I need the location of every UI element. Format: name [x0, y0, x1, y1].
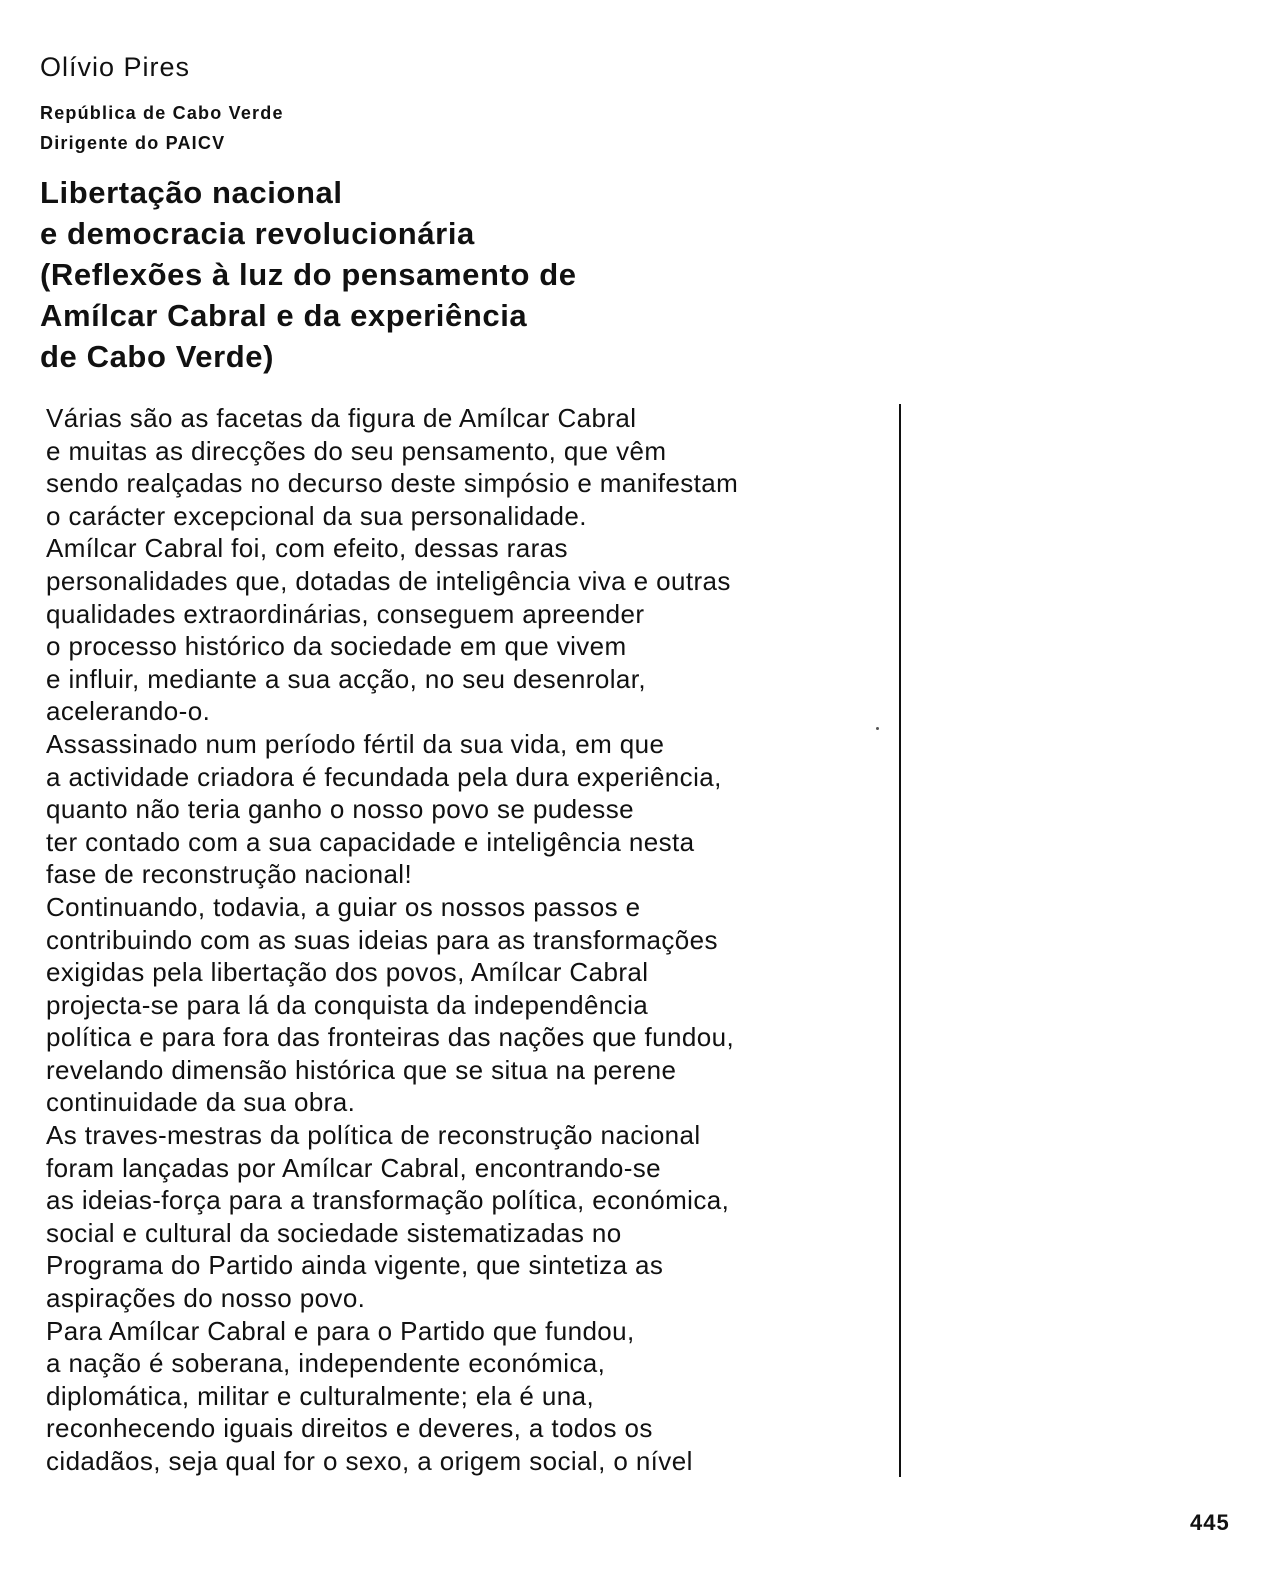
- title-line: (Reflexões à luz do pensamento de: [40, 257, 577, 292]
- body-line: cidadãos, seja qual for o sexo, a origem social, o nível: [46, 1446, 693, 1476]
- body-line: Assassinado num período fértil da sua vida, em que: [46, 728, 665, 759]
- body-line: o carácter excepcional da sua personalidade.: [46, 500, 587, 531]
- body-line: As traves-mestras da política de reconstrução nacional: [46, 1120, 701, 1151]
- body-line: e muitas as direcções do seu pensamento, que vêm: [46, 435, 667, 466]
- body-line: a actividade criadora é fecundada pela dura experiência,: [46, 761, 722, 792]
- body-line: Várias são as facetas da figura de Amílcar Cabral: [46, 403, 637, 433]
- margin-rule: [899, 404, 901, 1477]
- body-line: personalidades que, dotadas de inteligência viva e outras: [46, 565, 731, 596]
- article-body: [46, 402, 891, 1478]
- body-line: Amílcar Cabral foi, com efeito, dessas raras: [46, 533, 568, 564]
- title-line: de Cabo Verde): [40, 339, 275, 374]
- body-line: Para Amílcar Cabral e para o Partido que fundou,: [46, 1315, 635, 1346]
- body-line: acelerando-o.: [46, 696, 211, 727]
- title-line: Amílcar Cabral e da experiência: [40, 298, 528, 333]
- page-number: 445: [1190, 1510, 1230, 1535]
- body-line: projecta-se para lá da conquista da independência: [46, 989, 649, 1020]
- scan-speck: [876, 727, 879, 730]
- body-line: foram lançadas por Amílcar Cabral, encontrando-se: [46, 1152, 662, 1183]
- body-line: ter contado com a sua capacidade e inteligência nesta: [46, 826, 695, 857]
- body-line: diplomática, militar e culturalmente; ela é una,: [46, 1380, 595, 1411]
- title-line: Libertação nacional: [40, 175, 343, 210]
- body-line: fase de reconstrução nacional!: [46, 859, 413, 890]
- body-line: sendo realçadas no decurso deste simpósio e manifestam: [46, 468, 739, 499]
- body-line: exigidas pela libertação dos povos, Amílcar Cabral: [46, 957, 649, 988]
- body-line: aspirações do nosso povo.: [46, 1283, 366, 1314]
- body-line: o processo histórico da sociedade em que vivem: [46, 631, 627, 662]
- body-line: as ideias-força para a transformação política, económica,: [46, 1185, 730, 1216]
- body-line: revelando dimensão histórica que se situa na perene: [46, 1054, 677, 1085]
- affiliation-line: Dirigente do PAICV: [40, 133, 226, 153]
- body-line: a nação é soberana, independente económica,: [46, 1348, 606, 1379]
- article-title: [40, 172, 577, 377]
- affiliation-line: República de Cabo Verde: [40, 103, 284, 123]
- body-line: Programa do Partido ainda vigente, que sintetiza as: [46, 1250, 664, 1281]
- body-line: reconhecendo iguais direitos e deveres, a todos os: [46, 1413, 653, 1444]
- body-line: contribuindo com as suas ideias para as transformações: [46, 924, 718, 955]
- body-line: Continuando, todavia, a guiar os nossos passos e: [46, 891, 641, 922]
- author-name: Olívio Pires: [40, 52, 191, 82]
- author-affiliation: [40, 98, 284, 158]
- title-line: e democracia revolucionária: [40, 216, 475, 251]
- body-line: quanto não teria ganho o nosso povo se pudesse: [46, 794, 634, 825]
- body-line: social e cultural da sociedade sistematizadas no: [46, 1217, 622, 1248]
- body-line: política e para fora das fronteiras das nações que fundou,: [46, 1022, 735, 1053]
- body-line: e influir, mediante a sua acção, no seu desenrolar,: [46, 663, 646, 694]
- body-line: continuidade da sua obra.: [46, 1087, 356, 1118]
- body-line: qualidades extraordinárias, conseguem apreender: [46, 598, 645, 629]
